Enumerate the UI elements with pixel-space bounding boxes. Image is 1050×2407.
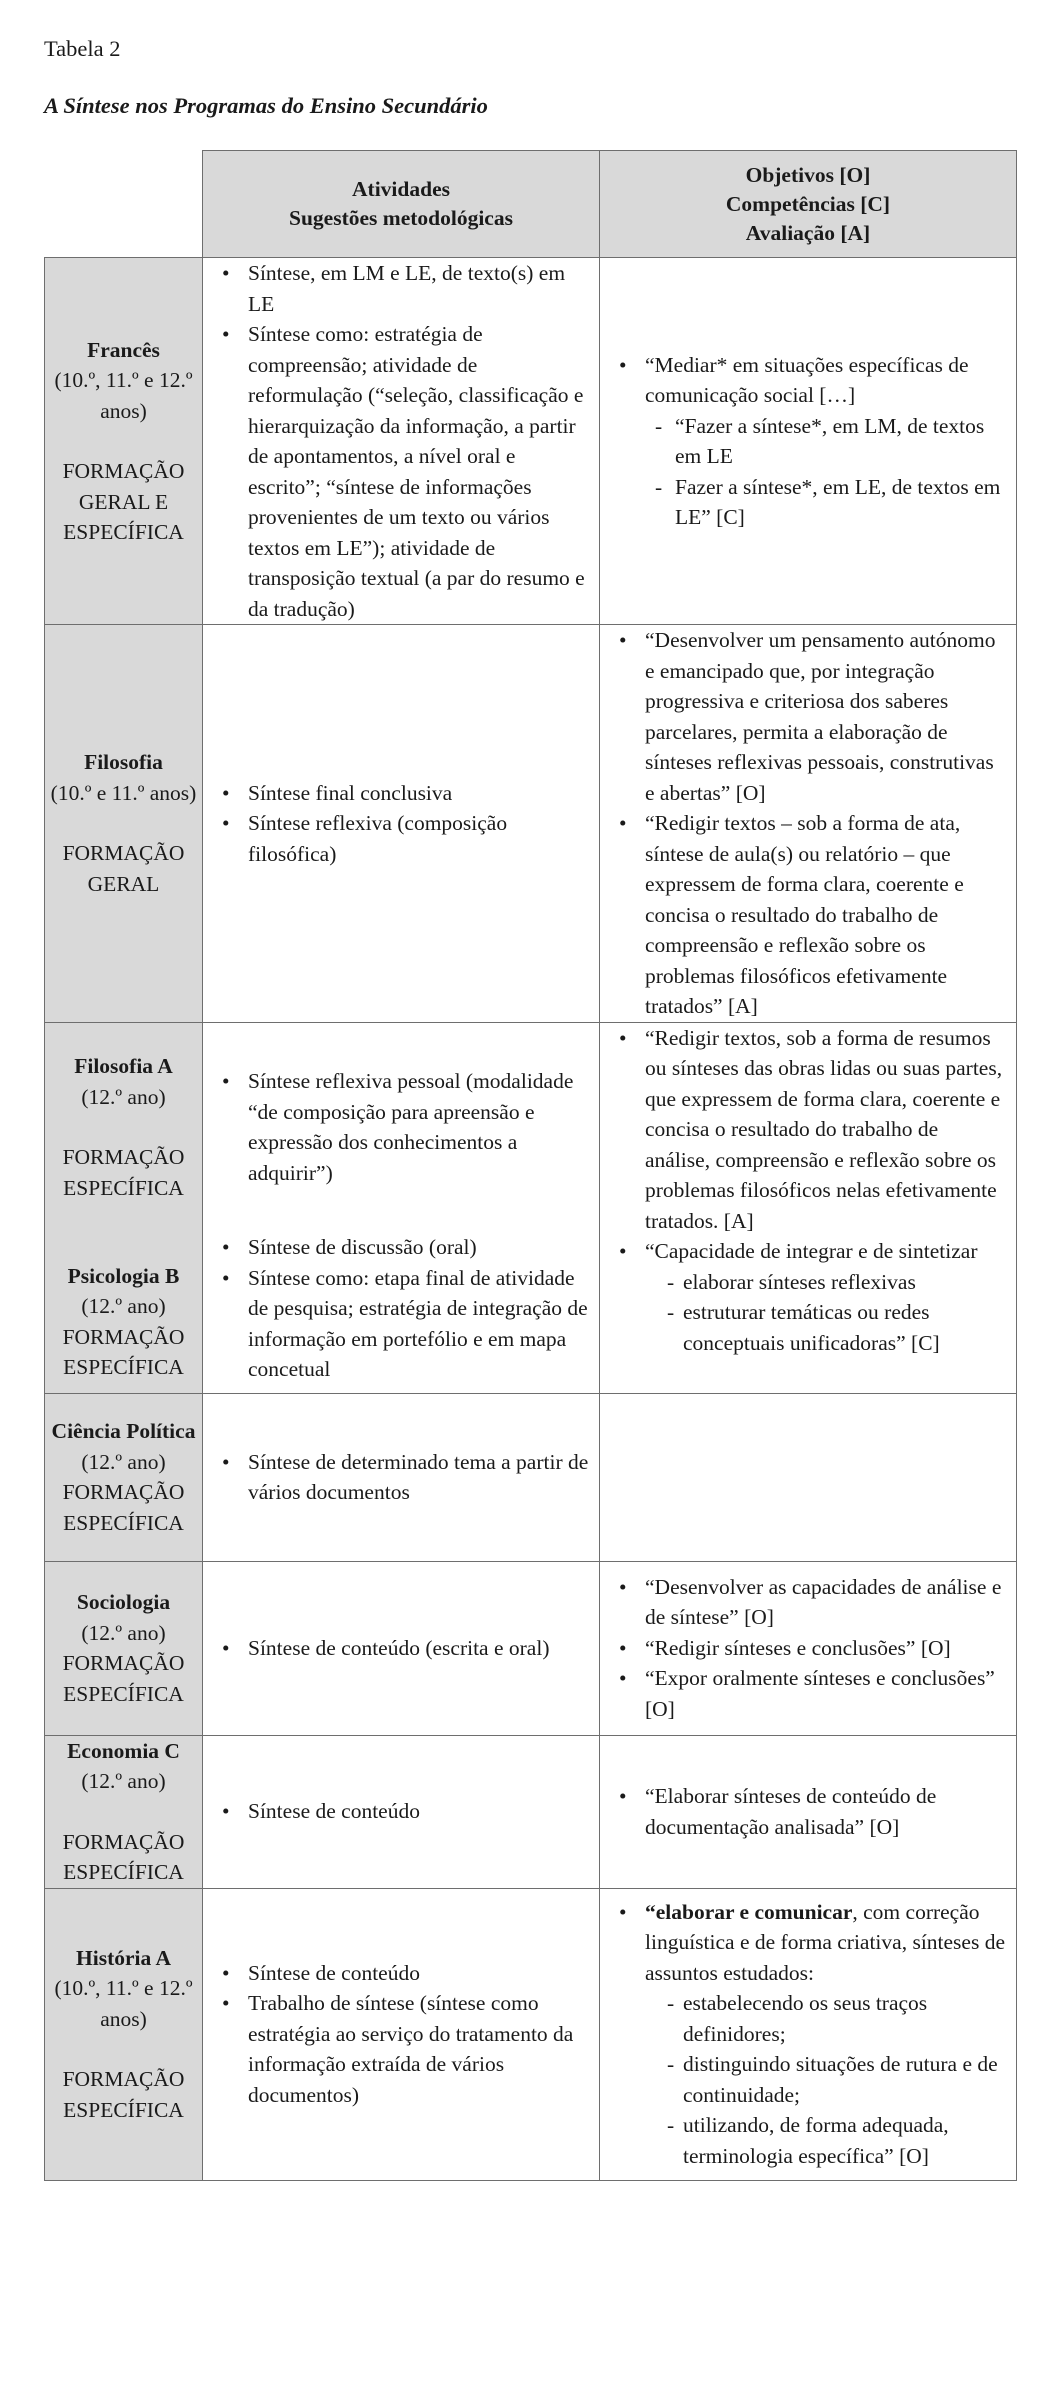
table-row xyxy=(45,1393,1017,1561)
objectives-cell xyxy=(600,258,1017,625)
activities-header xyxy=(203,151,600,258)
objectives-cell xyxy=(600,1561,1017,1735)
table-row xyxy=(45,625,1017,1023)
sub-list-item: - Fazer a síntese*, em LE, de textos em LE” [C] xyxy=(645,472,1008,533)
sub-list-item: - estabelecendo os seus traços definidores; xyxy=(645,1988,1008,2049)
subject-formation: FORMAÇÃO GERAL xyxy=(62,841,185,896)
list-item: • Síntese reflexiva (composição filosófica) xyxy=(212,808,591,869)
table-row xyxy=(45,1735,1017,1888)
subject-formation: FORMAÇÃO ESPECÍFICA xyxy=(62,1829,185,1884)
list-item: • Síntese como: etapa final de atividade de pesquisa; estratégia de integração de informação em portefólio e em mapa concetual xyxy=(212,1263,591,1385)
activities-cell xyxy=(203,1561,600,1735)
subject-cell xyxy=(45,1888,203,2180)
sub-list-item: - estruturar temáticas ou redes conceptuais unificadoras” [C] xyxy=(645,1297,1008,1358)
subject-name: Economia C xyxy=(67,1738,180,1763)
objectives-header xyxy=(600,151,1017,258)
list-item: • Síntese de conteúdo xyxy=(212,1796,591,1827)
objective-text: “Mediar* em situações específicas de comunicação social […] xyxy=(645,352,969,407)
table-row xyxy=(45,1888,1017,2180)
objectives-header-line1: Objetivos [O] xyxy=(745,162,871,187)
list-item: • Síntese como: estratégia de compreensão; atividade de reformulação (“seleção, classificação e hierarquização da informação, a partir de apontamentos, a nível oral e escrito”; “síntese de informações provenientes de um texto ou vários textos em LE”); atividade de transposição textual (a par do resumo e da tradução) xyxy=(212,319,591,624)
list-item: • Trabalho de síntese (síntese como estratégia ao serviço do tratamento da informação extraída de vários documentos) xyxy=(212,1988,591,2110)
list-item: • Síntese de conteúdo (escrita e oral) xyxy=(212,1633,591,1664)
subject-grade: (10.º e 11.º anos) xyxy=(50,780,197,805)
activities-header-line1: Atividades xyxy=(352,177,450,201)
list-item xyxy=(609,1236,1008,1358)
activities-cell xyxy=(203,1888,600,2180)
list-item: • “Desenvolver um pensamento autónomo e emancipado que, por integração progressiva e criteriosa dos saberes parcelares, permita a elaboração de sínteses reflexivas pessoais, construtivas e abertas” [O] xyxy=(609,625,1008,808)
list-item: • Síntese de determinado tema a partir de vários documentos xyxy=(212,1447,591,1508)
subject-formation: FORMAÇÃO ESPECÍFICA xyxy=(62,1480,185,1535)
objective-text: “Capacidade de integrar e de sintetizar xyxy=(645,1239,978,1263)
sub-list-item: - distinguindo situações de rutura e de continuidade; xyxy=(645,2049,1008,2110)
list-item: • Síntese final conclusiva xyxy=(212,778,591,809)
list-item: • “Redigir textos – sob a forma de ata, síntese de aula(s) ou relatório – que expressem de forma clara, coerente e concisa o resultado do trabalho de compreensão e reflexão sobre os problemas filosóficos efetivamente tratados” [A] xyxy=(609,808,1008,1022)
list-item: • Síntese, em LM e LE, de texto(s) em LE xyxy=(212,258,591,319)
activities-cell xyxy=(203,1232,600,1393)
table-row xyxy=(45,1022,1017,1232)
subject-grade: (12.º ano) xyxy=(81,1769,166,1793)
objectives-cell xyxy=(600,1735,1017,1888)
subject-cell xyxy=(45,258,203,625)
header-row xyxy=(45,151,1017,258)
empty-corner-cell xyxy=(45,151,203,258)
subject-name: Francês xyxy=(87,337,160,362)
table-title xyxy=(44,91,488,122)
list-item: • “Redigir textos, sob a forma de resumos ou sínteses das obras lidas ou suas partes, que expressem de forma clara, coerente e concisa o resultado do trabalho de análise, compreensão e reflexão sobre os problemas filosóficos nelas efetivamente tratados. [A] xyxy=(609,1023,1008,1237)
subject-formation: FORMAÇÃO ESPECÍFICA xyxy=(62,1651,185,1706)
subject-formation: FORMAÇÃO ESPECÍFICA xyxy=(62,1145,185,1200)
list-item xyxy=(609,1897,1008,2172)
activities-cell xyxy=(203,625,600,1023)
subject-name: Filosofia A xyxy=(74,1054,173,1079)
activities-cell xyxy=(203,1735,600,1888)
subject-name: Psicologia B xyxy=(67,1263,180,1288)
list-item: • “Elaborar sínteses de conteúdo de documentação analisada” [O] xyxy=(609,1781,1008,1842)
objectives-cell xyxy=(600,1393,1017,1561)
table-title-part-b: nos Programas do Ensino Secundário xyxy=(129,93,488,118)
subject-grade: (10.º, 11.º e 12.º anos) xyxy=(54,1976,193,2031)
synthesis-table xyxy=(44,150,1017,2181)
sub-list-item: - utilizando, de forma adequada, terminologia específica” [O] xyxy=(645,2110,1008,2171)
subject-cell xyxy=(45,1232,203,1393)
list-item xyxy=(609,350,1008,533)
subject-cell xyxy=(45,1022,203,1232)
list-item: • Síntese reflexiva pessoal (modalidade “de composição para apreensão e expressão dos conhecimentos a adquirir”) xyxy=(212,1066,591,1188)
sub-list-item: - “Fazer a síntese*, em LM, de textos em LE xyxy=(645,411,1008,472)
subject-cell xyxy=(45,1393,203,1561)
list-item: • Síntese de discussão (oral) xyxy=(212,1232,591,1263)
table-row xyxy=(45,258,1017,625)
sub-list-item: - elaborar sínteses reflexivas xyxy=(645,1267,1008,1298)
list-item: • “Redigir sínteses e conclusões” [O] xyxy=(609,1633,1008,1664)
subject-name: História A xyxy=(76,1945,171,1970)
objective-bold-text: “elaborar e comunicar xyxy=(645,1899,853,1924)
subject-cell xyxy=(45,1735,203,1888)
subject-grade: (10.º, 11.º e 12.º anos) xyxy=(54,368,193,423)
objectives-header-line3: Avaliação [A] xyxy=(745,220,871,245)
objectives-cell xyxy=(600,625,1017,1023)
subject-grade: (12.º ano) xyxy=(81,1620,166,1645)
objectives-header-line2: Competências [C] xyxy=(725,191,891,216)
subject-grade: (12.º ano) xyxy=(81,1294,166,1318)
subject-formation: FORMAÇÃO ESPECÍFICA xyxy=(62,2067,185,2122)
subject-name: Sociologia xyxy=(76,1590,171,1614)
objectives-cell xyxy=(600,1022,1017,1393)
objectives-cell xyxy=(600,1888,1017,2180)
subject-grade: (12.º ano) xyxy=(81,1084,166,1109)
table-title-part-a: A Síntese xyxy=(44,93,130,118)
activities-cell xyxy=(203,258,600,625)
subject-cell xyxy=(45,625,203,1023)
activities-cell xyxy=(203,1022,600,1232)
subject-cell xyxy=(45,1561,203,1735)
activities-header-line2: Sugestões metodológicas xyxy=(289,206,513,230)
list-item: • “Desenvolver as capacidades de análise e de síntese” [O] xyxy=(609,1572,1008,1633)
subject-formation: FORMAÇÃO GERAL E ESPECÍFICA xyxy=(62,459,185,544)
list-item: • Síntese de conteúdo xyxy=(212,1958,591,1989)
table-row xyxy=(45,1561,1017,1735)
subject-grade: (12.º ano) xyxy=(81,1449,166,1474)
list-item: • “Expor oralmente sínteses e conclusões” [O] xyxy=(609,1663,1008,1724)
table-number: Tabela 2 xyxy=(44,36,121,61)
objective-text: , com correção linguística e de forma criativa, sínteses de assuntos estudados: xyxy=(645,1899,1005,1985)
subject-name: Ciência Política xyxy=(51,1419,196,1443)
activities-cell xyxy=(203,1393,600,1561)
subject-name: Filosofia xyxy=(84,750,163,775)
subject-formation: FORMAÇÃO ESPECÍFICA xyxy=(62,1324,185,1379)
